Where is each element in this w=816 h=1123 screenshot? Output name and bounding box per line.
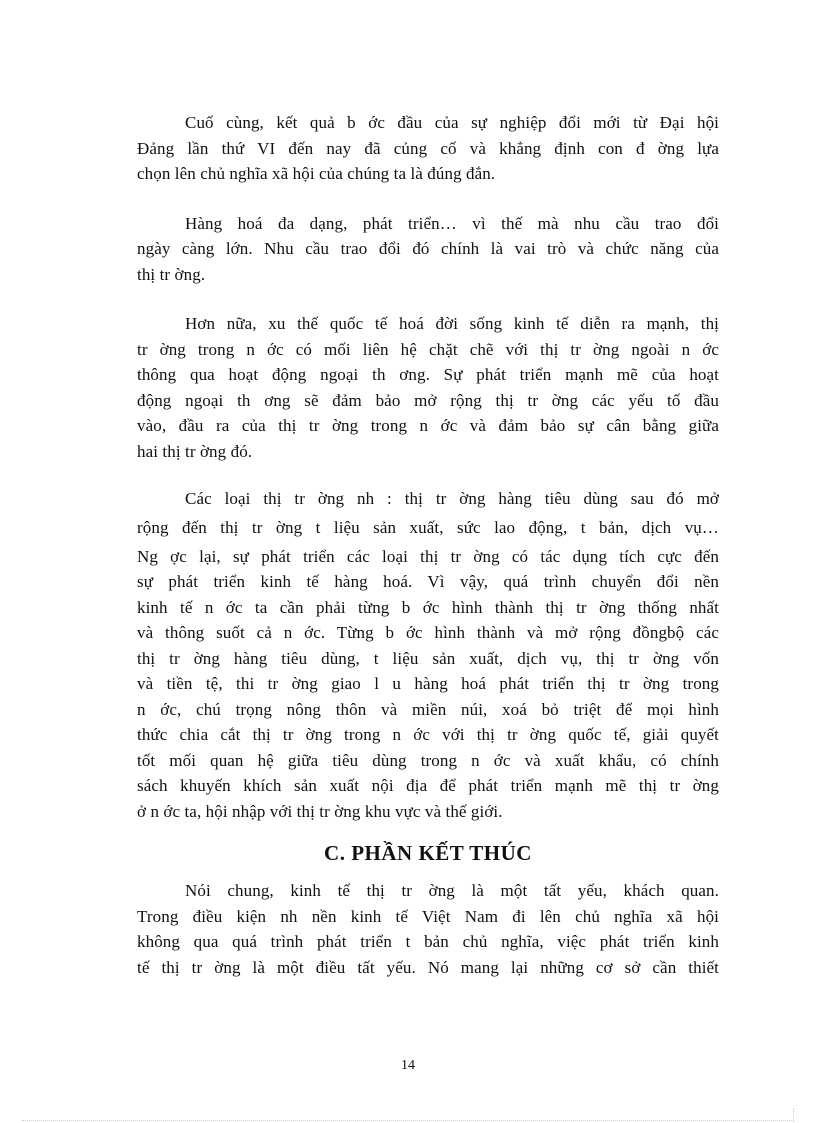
- text-line: Trong điều kiện nh nền kinh tế Việt Nam đi lên chủ nghĩa xã hội: [137, 906, 719, 926]
- text-line: ở n ớc ta, hội nhập với thị tr ờng khu vực và thế giới.: [137, 801, 503, 821]
- text-line: tr ờng trong n ớc có mối liên hệ chặt chẽ với thị tr ờng ngoài n ớc: [137, 339, 719, 359]
- paragraph-2: [137, 211, 719, 288]
- text-line: không qua quá trình phát triển t bản chủ nghĩa, việc phát triển kinh: [137, 932, 719, 951]
- text-line: thông qua hoạt động ngoại th ơng. Sự phát triển mạnh mẽ của hoạt: [137, 365, 719, 384]
- text-line: Ng ợc lại, sự phát triển các loại thị tr ờng có tác dụng tích cực đến: [137, 546, 719, 566]
- text-line: thị tr ờng hàng tiêu dùng, t liệu sản xuất, dịch vụ, thị tr ờng vốn: [137, 648, 719, 668]
- text-line: Đảng lần thứ VI đến nay đã củng cố và khẳng định con đ ờng lựa: [137, 138, 719, 158]
- page-right-border: [793, 1108, 794, 1122]
- text-line: động ngoại th ơng sẽ đảm bảo mở rộng thị tr ờng các yếu tố đầu: [137, 390, 719, 410]
- text-line: sự phát triển kinh tế hàng hoá. Vì vậy, quá trình chuyển đổi nền: [137, 572, 719, 591]
- text-line: hai thị tr ờng đó.: [137, 441, 253, 461]
- text-line: kinh tế n ớc ta cần phải từng b ớc hình thành thị tr ờng thống nhất: [137, 597, 719, 617]
- text-line: vào, đầu ra của thị tr ờng trong n ớc và đảm bảo sự cân bằng giữa: [137, 416, 719, 435]
- text-line: Hơn nữa, xu thế quốc tế hoá đời sống kinh tế diễn ra mạnh, thị: [185, 314, 719, 333]
- text-line: rộng đến thị tr ờng t liệu sản xuất, sức lao động, t bản, dịch vụ…: [137, 517, 719, 537]
- text-line: chọn lên chủ nghĩa xã hội của chúng ta là đúng đắn.: [137, 164, 496, 183]
- text-line: thị tr ờng.: [137, 264, 206, 284]
- text-line: Nói chung, kinh tế thị tr ờng là một tất yếu, khách quan.: [185, 881, 719, 900]
- text-line: sách khuyến khích sản xuất nội địa để phát triển mạnh mẽ thị tr ờng: [137, 776, 719, 795]
- section-heading: C. PHẦN KẾT THÚC: [324, 841, 532, 865]
- paragraph-4: [137, 486, 719, 824]
- page-number: 14: [401, 1058, 415, 1073]
- text-line: và thông suốt cả n ớc. Từng b ớc hình thành và mở rộng đồngbộ các: [137, 623, 719, 642]
- closing-paragraph: [137, 878, 719, 980]
- text-line: thức chia cắt thị tr ờng trong n ớc với thị tr ờng quốc tế, giải quyết: [137, 725, 719, 744]
- text-line: Cuố cùng, kết quả b ớc đầu của sự nghiệp đổi mới từ Đại hội: [185, 113, 719, 132]
- text-line: Các loại thị tr ờng nh : thị tr ờng hàng tiêu dùng sau đó mở: [185, 489, 719, 508]
- text-line: tế thị tr ờng là một điều tất yếu. Nó mang lại những cơ sở cần thiết: [137, 957, 719, 977]
- text-line: và tiền tệ, thi tr ờng giao l u hàng hoá phát triển thị tr ờng trong: [137, 674, 719, 693]
- paragraph-1: [137, 110, 719, 187]
- body-text: [137, 110, 719, 1002]
- paragraph-3: [137, 311, 719, 464]
- page-bottom-border: [22, 1120, 794, 1121]
- text-line: Hàng hoá đa dạng, phát triển… vì thế mà nhu cầu trao đổi: [185, 213, 719, 233]
- text-line: ngày càng lớn. Nhu cầu trao đổi đó chính là vai trò và chức năng của: [137, 239, 719, 258]
- text-line: n ớc, chú trọng nông thôn và miền núi, xoá bỏ triệt để mọi hình: [137, 699, 719, 719]
- text-line: tốt mối quan hệ giữa tiêu dùng trong n ớc và xuất khẩu, có chính: [137, 750, 719, 770]
